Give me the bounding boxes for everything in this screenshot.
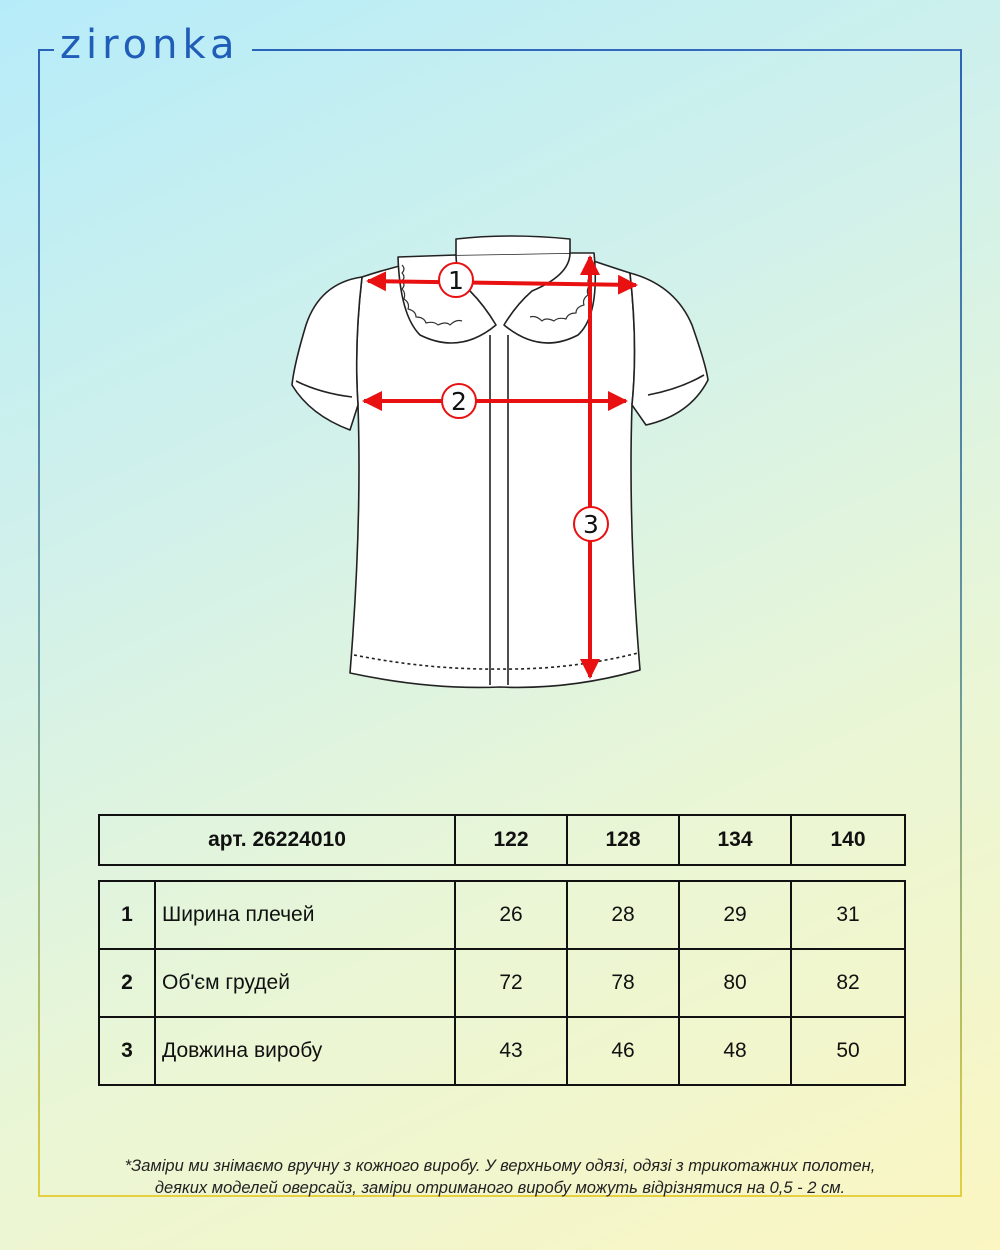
value-cell: 31 — [791, 881, 905, 949]
measurement-footnote — [40, 1155, 960, 1199]
marker-1: 1 — [448, 266, 464, 295]
right-sleeve — [630, 273, 708, 425]
table-row — [99, 1017, 905, 1085]
size-140: 140 — [791, 815, 905, 865]
value-cell: 43 — [455, 1017, 567, 1085]
brand-logo: zironka — [60, 22, 240, 68]
marker-3: 3 — [583, 510, 599, 539]
marker-2: 2 — [451, 387, 467, 416]
size-table-body — [98, 880, 906, 1086]
frame-right — [960, 49, 962, 1197]
size-128: 128 — [567, 815, 679, 865]
value-cell: 50 — [791, 1017, 905, 1085]
row-label: Об'єм грудей — [155, 949, 455, 1017]
size-table-header — [98, 814, 906, 866]
frame-left — [38, 49, 40, 1197]
value-cell: 78 — [567, 949, 679, 1017]
header-row — [99, 815, 905, 865]
row-number: 1 — [99, 881, 155, 949]
value-cell: 29 — [679, 881, 791, 949]
blouse-sketch — [292, 236, 708, 687]
blouse-measurement-diagram — [270, 225, 730, 695]
value-cell: 26 — [455, 881, 567, 949]
left-sleeve — [292, 277, 362, 430]
size-122: 122 — [455, 815, 567, 865]
value-cell: 46 — [567, 1017, 679, 1085]
row-number: 2 — [99, 949, 155, 1017]
value-cell: 72 — [455, 949, 567, 1017]
table-row — [99, 949, 905, 1017]
row-label: Ширина плечей — [155, 881, 455, 949]
size-134: 134 — [679, 815, 791, 865]
footnote-line-2: деяких моделей оверсайз, заміри отриманого виробу можуть відрізнятися на 0,5 - 2 см. — [154, 1179, 846, 1197]
footnote-line-1: *Заміри ми знімаємо вручну з кожного виробу. У верхньому одязі, одязі з трикотажних полотен, — [124, 1157, 876, 1175]
article-number: арт. 26224010 — [99, 815, 455, 865]
value-cell: 80 — [679, 949, 791, 1017]
value-cell: 48 — [679, 1017, 791, 1085]
row-number: 3 — [99, 1017, 155, 1085]
value-cell: 28 — [567, 881, 679, 949]
collar-band — [456, 236, 570, 255]
blouse-body — [350, 253, 640, 687]
table-row — [99, 881, 905, 949]
frame-top-right — [252, 49, 962, 51]
frame-top-left — [38, 49, 54, 51]
value-cell: 82 — [791, 949, 905, 1017]
row-label: Довжина виробу — [155, 1017, 455, 1085]
